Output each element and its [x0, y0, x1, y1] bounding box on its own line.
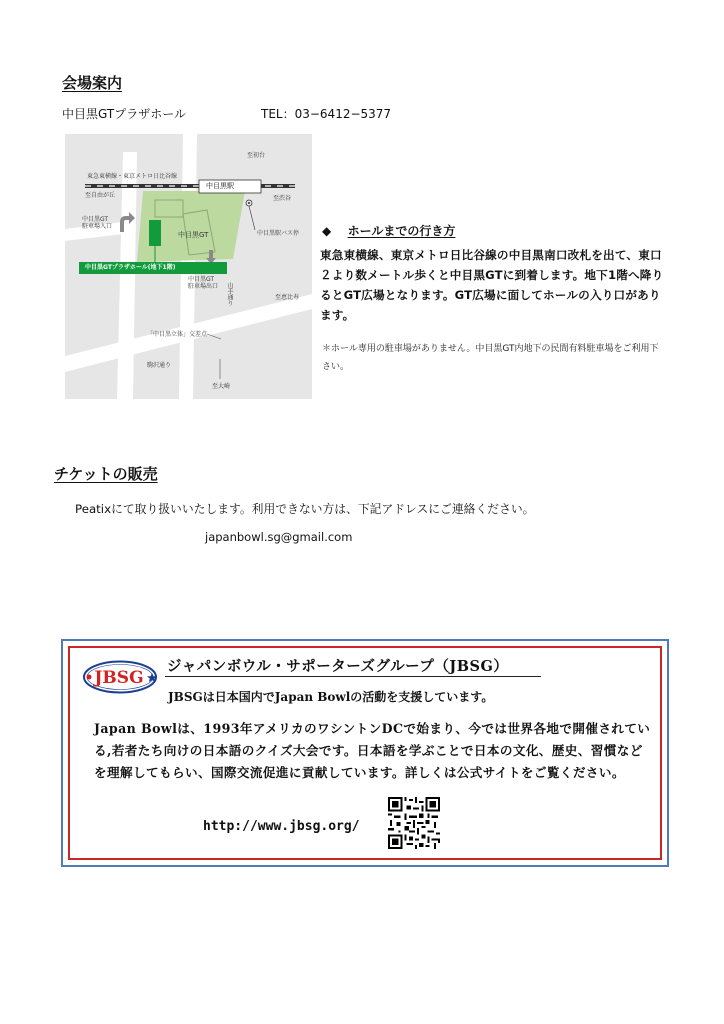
map-label-to-ohashi: 至大崎: [212, 383, 231, 390]
map-label-to-jiyugaoka: 至自由が丘: [85, 192, 116, 199]
map-label-to-ebisu: 至恵比寿: [275, 294, 300, 301]
jbsg-title: ジャパンボウル・サポーターズグループ（JBSG）: [167, 658, 509, 675]
map-label-station: 中目黒駅: [206, 182, 234, 190]
tickets-email[interactable]: japanbowl.sg@gmail.com: [205, 530, 353, 544]
map-label-parking-exit: 中目黒GT 駐車場出口: [188, 276, 219, 290]
route-title: ホールまでの行き方: [347, 224, 456, 238]
map-label-hall: 中目黒GTプラザホール(地下1階): [85, 264, 176, 271]
route-parking-note: ＊ホール専用の駐車場がありません。中目黒GT内地下の民間有料駐車場をご利用下さい。: [322, 344, 659, 372]
map-label-yamate: 山手通り: [226, 282, 233, 306]
route-bullet: ◆: [322, 224, 332, 238]
rail-line: [85, 184, 295, 188]
map-label-parking-entrance: 中目黒GT 駐車場入口: [82, 216, 113, 230]
road-vertical-left: [117, 152, 137, 399]
venue-tel: TEL：03−6412−5377: [261, 107, 392, 121]
map-label-bus-stop: 中目黒駅バス停: [257, 230, 300, 237]
jbsg-url-link[interactable]: http://www.jbsg.org/: [203, 819, 360, 834]
jbsg-logo: [82, 660, 158, 694]
qr-code[interactable]: [388, 797, 440, 849]
hall-block: [149, 220, 161, 246]
jbsg-subtitle: JBSGは日本国内でJapan Bowlの活動を支援しています。: [168, 690, 494, 704]
map-label-intersection: 「中目黒立体」交差点: [147, 331, 208, 338]
jbsg-logo-text: JBSG: [94, 668, 144, 688]
access-map: [65, 134, 312, 399]
venue-name: 中目黒GTプラザホール: [62, 107, 186, 121]
tickets-heading: チケットの販売: [54, 465, 158, 483]
map-label-to-hatsudai: 至初台: [247, 152, 266, 159]
map-label-building: 中目黒GT: [178, 231, 209, 239]
venue-heading: 会場案内: [62, 74, 123, 92]
tickets-text: Peatixにて取り扱いいたします。利用できない方は、下記アドレスにご連絡ください。: [75, 502, 535, 516]
map-label-rail-line: 東急東横線・東京メトロ日比谷線: [87, 173, 178, 180]
jbsg-title-underline: [165, 676, 541, 677]
map-label-to-shibuya: 至渋谷: [273, 195, 292, 202]
jbsg-body: Japan Bowlは、1993年アメリカのワシントンDCで始まり、今では世界各地で開催されている,若者たち向けの日本語のクイズ大会です。日本語を学ぶことで日本の文化、歴史、習慣などを理解してもらい、国際交流促進に貢献しています。詳しくは公式サイトをご覧ください。: [94, 721, 651, 780]
map-label-komazawa: 駒沢通り: [147, 362, 172, 369]
route-heading: [322, 222, 455, 239]
route-description: 東急東横線、東京メトロ日比谷線の中目黒南口改札を出て、東口２より数メートル歩くと中目黒GTに到着します。地下1階へ降りるとGT広場となります。GT広場に面してホールの入り口があります。: [320, 248, 664, 322]
